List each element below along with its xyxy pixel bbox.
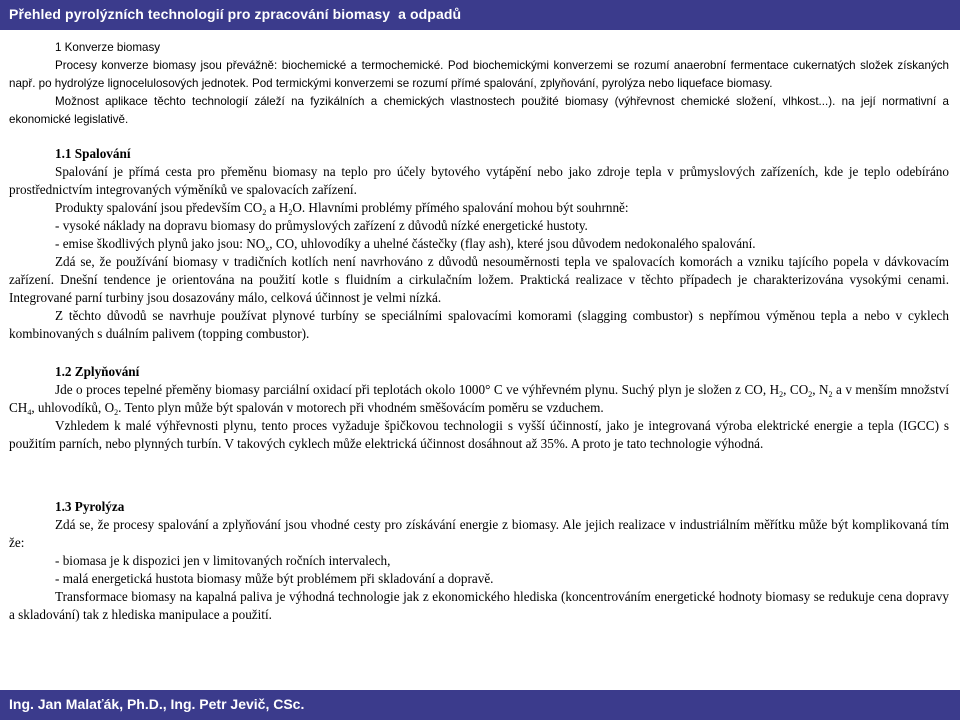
section-1-heading: 1 Konverze biomasy [55, 41, 161, 54]
section-1-3-list-item-1: - biomasa je k dispozici jen v limitovaných ročních intervalech, [55, 553, 391, 568]
section-1-1-paragraph-2: Produkty spalování jsou především $CO_2$ a $H_2O$. Hlavními problémy přímého spalování mohou být souhrnně: [55, 200, 629, 217]
section-1-1-paragraph-1: Spalování je přímá cesta pro přeměnu biomasy na teplo pro účely bytového vytápění nebo jako zdroje tepla v průmyslových zařízeních, kde je teplo odebíráno prostřednictvím integrovaných výměníků ve spalovacích zařízení. [9, 164, 949, 197]
section-1-1-list-item-2: - emise škodlivých plynů jako jsou: $NO_x$, CO, uhlovodíky a uhelné částečky (flay ash), které jsou důvodem nedokonalého spalování. [55, 236, 756, 253]
section-1-1-paragraph-3: Zdá se, že používání biomasy v tradičních kotlích není navrhováno z důvodů nesouměrnosti tepla ve spalovacích komorách a vzniku tajícího popela v dávkovacím zařízení. Dnešní tendence je orientována na použití kotle s fluidním a cirkulačním ložem. Praktická realizace v těchto případech je charakterizována vysokými cenami. Integrované parní turbiny jsou dosazovány málo, celková účinnost je velmi nízká. [9, 254, 949, 305]
section-1-2-paragraph-1: Jde o proces tepelné přeměny biomasy parciální oxidací při teplotách okolo 1000° C ve výhřevném plynu. Suchý plyn je složen z CO, $H_2$, $CO_2$, $N_2$ a v menším množství $CH_4$, uhlovodíků, $O_2$. Tento plyn může být spalován v motorech při vhodném směšovácím poměru se vzduchem. [9, 382, 949, 417]
section-1-3-paragraph-2: Transformace biomasy na kapalná paliva je výhodná technologie jak z ekonomického hlediska (koncentrováním energetické hodnoty biomasy se redukuje cena dopravy a skladování) tak z hlediska manipulace a použití. [9, 589, 949, 622]
section-1-2-paragraph-2: Vzhledem k malé výhřevnosti plynu, tento proces vyžaduje špičkovou technologii s vyšší účinností, jako je integrovaná výroba elektrické energie a tepla (IGCC) s použitím parních, nebo plynných turbín. V takových cyklech může elektrická účinnost dosáhnout až 35%. A proto je tato technologie výhodná. [9, 418, 949, 451]
page-title: Přehled pyrolýzních technologií pro zpracování biomasy a odpadů [9, 6, 462, 22]
footer-bar [0, 690, 960, 720]
document-body [9, 39, 949, 624]
section-1-3-paragraph-1: Zdá se, že procesy spalování a zplyňování jsou vhodné cesty pro získávání energie z biomasy. Ale jejich realizace v industriálním měřítku může být komplikovaná tím že: [9, 517, 949, 550]
section-1-1-list-item-1: - vysoké náklady na dopravu biomasy do průmyslových zařízení z důvodů nízké energetické hustoty. [55, 218, 588, 233]
footer-authors: Ing. Jan Malaťák, Ph.D., Ing. Petr Jevič, CSc. [9, 696, 305, 712]
section-1-paragraph-1: Procesy konverze biomasy jsou převážně: biochemické a termochemické. Pod biochemickými konverzemi se rozumí anaerobní fermentace cukernatých složek získaných např. po hydrolýze lignocelulosových jednotek. Pod termickými konverzemi se rozumí přímé spalování, zplyňování, pyrolýza nebo liquefacе biomasy. [9, 59, 949, 90]
section-1-paragraph-2: Možnost aplikace těchto technologií záleží na fyzikálních a chemických vlastnostech použité biomasy (výhřevnost chemické složení, vlhkost...). na její normativní a ekonomické legislativě. [9, 95, 949, 126]
section-1-3-list-item-2: - malá energetická hustota biomasy může být problémem při skladování a dopravě. [55, 571, 494, 586]
section-1-2-heading: 1.2 Zplyňování [55, 364, 140, 379]
header-bar [0, 0, 960, 30]
section-1-3-heading: 1.3 Pyrolýza [55, 499, 125, 514]
section-1-1-paragraph-4: Z těchto důvodů se navrhuje používat plynové turbíny se speciálními spalovacími komorami (slagging combustor) s nepřímou výměnou tepla a nebo v cyklech kombinovaných s duálním palivem (topping combustor). [9, 308, 949, 341]
section-1-1-heading: 1.1 Spalování [55, 146, 131, 161]
